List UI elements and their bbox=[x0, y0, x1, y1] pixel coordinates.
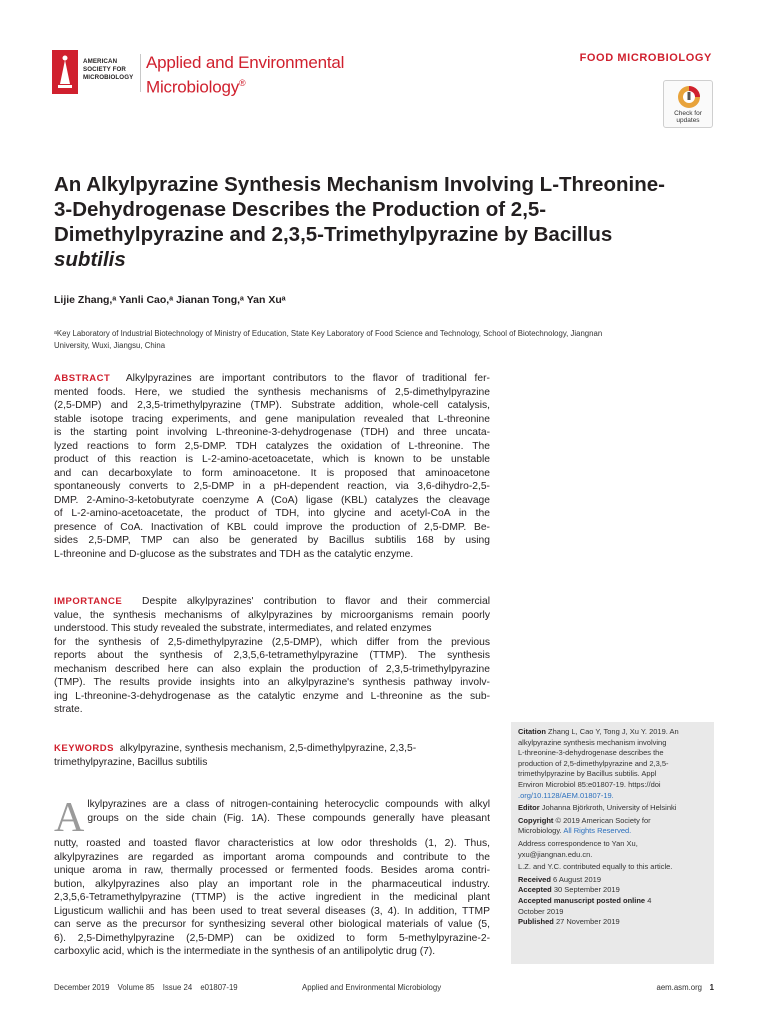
journal-logo bbox=[52, 50, 352, 98]
copyright-label: Copyright bbox=[518, 815, 554, 825]
abstract-line: L-threonine and D-glucose as the substrates and TDH as the catalytic enzyme. bbox=[54, 548, 414, 560]
importance-line: mechanism described here can also explain the production of 2,3,5-trimethylpyrazine bbox=[54, 663, 490, 675]
abstract-line: sides 2,5-DMP, TMP can also be generated by Bacillus subtilis 168 by using bbox=[54, 535, 490, 546]
check-updates-line: Check for bbox=[674, 110, 702, 117]
intro-line: 2,3,5,6-Tetramethylpyrazine (TTMP) is the active ingredient in the medicinal plant bbox=[54, 892, 490, 903]
importance bbox=[54, 595, 490, 717]
published-label: Published bbox=[518, 917, 554, 927]
copyright-line: © 2019 American Society for bbox=[555, 815, 651, 825]
footer-site-link[interactable]: aem.asm.org bbox=[656, 983, 702, 992]
abstract-line: lyzed reactions to form 2,5-DMP. TDH catalyzes the oxidation of L-threonine. The bbox=[54, 440, 490, 452]
abstract-line: (2,5-DMP) and 2,3,5-trimethylpyrazine (TMP). Substrate addition, whole-cell catalysis, bbox=[54, 400, 490, 411]
affiliation bbox=[54, 328, 694, 352]
abstract-line: and can decarboxylate to form aminoacetone. It is proposed that aminoacetone bbox=[54, 467, 490, 479]
citation-entry bbox=[518, 727, 707, 801]
author-list: Lijie Zhang,ᵃ Yanli Cao,ᵃ Jianan Tong,ᵃ Yan Xuᵃ bbox=[54, 294, 286, 306]
footer-journal: Applied and Environmental Microbiology bbox=[302, 983, 442, 992]
check-updates-label bbox=[664, 110, 712, 124]
check-for-updates-button[interactable] bbox=[663, 80, 713, 128]
society-line: MICROBIOLOGY bbox=[83, 74, 134, 81]
journal-name-line: Applied and Environmental bbox=[146, 53, 345, 72]
registered-mark: ® bbox=[239, 78, 246, 88]
journal-name bbox=[146, 53, 344, 98]
intro-line: groups on the side chain (Fig. 1A). These compounds generally have pleasant bbox=[87, 812, 490, 824]
importance-line: value, the synthesis mechanisms of alkylpyrazines by microorganisms remain poorly bbox=[54, 609, 490, 621]
citation-line: alkylpyrazine synthesis mechanism involving bbox=[518, 737, 667, 747]
abstract bbox=[54, 372, 490, 561]
abstract-heading: ABSTRACT bbox=[54, 373, 111, 384]
keywords-line: trimethylpyrazine, Bacillus subtilis bbox=[54, 756, 208, 768]
importance-line: reports about the synthesis of 2,3,5,6-tetramethylpyrazine (TTMP). The synthesis bbox=[54, 650, 490, 661]
drop-cap: A bbox=[54, 795, 85, 841]
intro-line: nutty, roasted and toasted flavor characteristics at low odor thresholds (1, 2). Thus, bbox=[54, 838, 490, 849]
citation-label: Citation bbox=[518, 727, 546, 736]
society-line: SOCIETY FOR bbox=[83, 66, 126, 73]
society-line: AMERICAN bbox=[83, 58, 118, 65]
asm-logo-icon bbox=[52, 50, 78, 94]
importance-heading: IMPORTANCE bbox=[54, 596, 123, 607]
abstract-line: product of this reaction is L-2-amino-acetoacetate, which is known to be unstable bbox=[54, 454, 490, 465]
contribution-note: L.Z. and Y.C. contributed equally to this article. bbox=[518, 862, 673, 872]
keywords-line: KEYWORDS alkylpyrazine, synthesis mechanism, 2,5-dimethylpyrazine, 2,3,5- bbox=[54, 743, 417, 754]
abstract-line: presence of CoA. Inactivation of KBL could improve the production of 2,5-DMP. Be- bbox=[54, 521, 490, 533]
title-line: 3-Dehydrogenase Describes the Production of 2,5- bbox=[54, 198, 547, 221]
editor-value: Johanna Björkroth, University of Helsinki bbox=[541, 803, 677, 813]
online-label: Accepted manuscript posted online bbox=[518, 895, 646, 905]
logo-divider bbox=[140, 54, 141, 92]
footer-volume: Volume 85 bbox=[117, 983, 155, 992]
intro-line: alkylpyrazines are regarded as important aroma compounds and contribute to the bbox=[54, 851, 490, 863]
citation-line: L-threonine-3-dehydrogenase describes the bbox=[518, 748, 664, 758]
citation-line: trimethylpyrazine by Bacillus subtilis. Appl bbox=[518, 769, 657, 779]
published-date: 27 November 2019 bbox=[555, 917, 620, 927]
journal-name-line: Microbiology® bbox=[146, 77, 246, 97]
correspondence-entry bbox=[518, 839, 707, 860]
citation-sidebar bbox=[511, 722, 714, 964]
abstract-line: stable isotope tracing experiments, and gene manipulation revealed that L-threonine bbox=[54, 413, 490, 425]
importance-line: for the synthesis of 2,5-dimethylpyrazine (2,5-DMP), which differ from the previous bbox=[54, 636, 490, 648]
importance-line: ing L-threonine-3-dehydrogenase as the catalytic enzyme and L-threonine as the sub- bbox=[54, 690, 490, 702]
footer-issue-info bbox=[54, 983, 238, 992]
society-name bbox=[83, 58, 133, 82]
accepted-date: 30 September 2019 bbox=[553, 885, 620, 895]
intro-line: 6). 2,5-Dimethylpyrazine (2,5-DMP) can be oxidized to form 5-methylpyrazine-2- bbox=[54, 932, 490, 944]
doi-link[interactable]: Environ Microbiol 85:e01807-19. https://doi bbox=[518, 779, 661, 789]
check-updates-icon bbox=[677, 85, 701, 109]
intro-line: unique aroma in raw, thermally processed or fermented foods. Besides aroma contri- bbox=[54, 865, 490, 876]
section-label: FOOD MICROBIOLOGY bbox=[579, 52, 712, 64]
editor-entry bbox=[518, 803, 707, 814]
received-label: Received bbox=[518, 874, 551, 884]
online-date: October 2019 bbox=[518, 906, 564, 916]
accepted-label: Accepted bbox=[518, 885, 552, 895]
title-line: subtilis bbox=[54, 248, 126, 271]
footer-issue: Issue 24 bbox=[162, 983, 193, 992]
abstract-line: DMP. 2-Amino-3-ketobutyrate coenzyme A (CoA) ligase (KBL) catalyzes the cleavage bbox=[54, 494, 490, 506]
contribution-entry bbox=[518, 862, 707, 873]
title-line: An Alkylpyrazine Synthesis Mechanism Involving L-Threonine- bbox=[54, 173, 665, 196]
abstract-line: is the starting point involving L-threonine-3-dehydrogenase (TDH) and three uncata- bbox=[54, 427, 490, 438]
abstract-line: mented foods. Here, we studied the synthesis mechanisms of 2,5-dimethylpyrazine bbox=[54, 386, 490, 398]
intro-line: can serve as the precursor for synthesizing several other biological materials of value (5, bbox=[54, 919, 490, 930]
doi-link[interactable]: .org/10.1128/AEM.01807-19. bbox=[518, 790, 614, 800]
intro-line: Ligusticum wallichii and has been used to treat several diseases (3, 4). In addition, TTMP bbox=[54, 905, 490, 917]
citation-line: production of 2,5-dimethylpyrazine and 2,3,5- bbox=[518, 758, 669, 768]
article-title bbox=[54, 172, 724, 272]
rights-link[interactable]: All Rights Reserved. bbox=[563, 826, 632, 836]
importance-line: IMPORTANCE Despite alkylpyrazines' contribution to flavor and their commercial bbox=[54, 596, 490, 607]
check-updates-line: updates bbox=[676, 117, 700, 124]
dates-entry bbox=[518, 875, 707, 928]
correspondence-email[interactable]: yxu@jiangnan.edu.cn. bbox=[518, 849, 593, 859]
importance-line: strate. bbox=[54, 704, 83, 715]
footer-article-id: e01807-19 bbox=[200, 983, 238, 992]
online-date: 4 bbox=[647, 895, 652, 905]
importance-line: understood. This study revealed the substrate, intermediates, and related enzymes bbox=[54, 623, 432, 634]
abstract-line: spontaneously converts to 2,5-DMP in a pH-dependent reaction, via 3,6-dihydro-2,5- bbox=[54, 481, 490, 492]
keywords-heading: KEYWORDS bbox=[54, 743, 114, 754]
affiliation-line: ᵃKey Laboratory of Industrial Biotechnology of Ministry of Education, State Key Laboratory of Food Science and Technology, School of Biotechnology, Jiangnan bbox=[54, 329, 603, 338]
correspondence-line: Address correspondence to Yan Xu, bbox=[518, 838, 638, 848]
intro-line: carboxylic acid, which is the intermediate in the synthesis of an antilipolytic drug (7). bbox=[54, 946, 436, 957]
title-line: Dimethylpyrazine and 2,3,5-Trimethylpyrazine by Bacillus bbox=[54, 223, 613, 246]
introduction bbox=[54, 795, 490, 959]
importance-line: (TMP). The results provide insights into an alkylpyrazine's synthesis pathway involv- bbox=[54, 677, 490, 688]
intro-line: lkylpyrazines are a class of nitrogen-containing heterocyclic compounds with alkyl bbox=[87, 799, 490, 810]
keywords bbox=[54, 742, 490, 769]
copyright-entry bbox=[518, 816, 707, 837]
intro-line: bution, alkylpyrazines also play an important role in the pharmaceutical industry. bbox=[54, 878, 490, 890]
affiliation-line: University, Wuxi, Jiangsu, China bbox=[54, 341, 166, 350]
editor-label: Editor bbox=[518, 803, 540, 813]
abstract-line: ABSTRACT Alkylpyrazines are important contributors to the flavor of traditional fer- bbox=[54, 373, 490, 384]
citation-line: Zhang L, Cao Y, Tong J, Xu Y. 2019. An bbox=[548, 727, 679, 736]
received-date: 6 August 2019 bbox=[553, 874, 601, 884]
footer-date: December 2019 bbox=[54, 983, 110, 992]
page-number: 1 bbox=[709, 983, 714, 992]
abstract-line: of L-2-amino-acetoacetate, the product of TDH, into glycine and acetyl-CoA in the bbox=[54, 508, 490, 519]
copyright-line: Microbiology. bbox=[518, 826, 562, 836]
